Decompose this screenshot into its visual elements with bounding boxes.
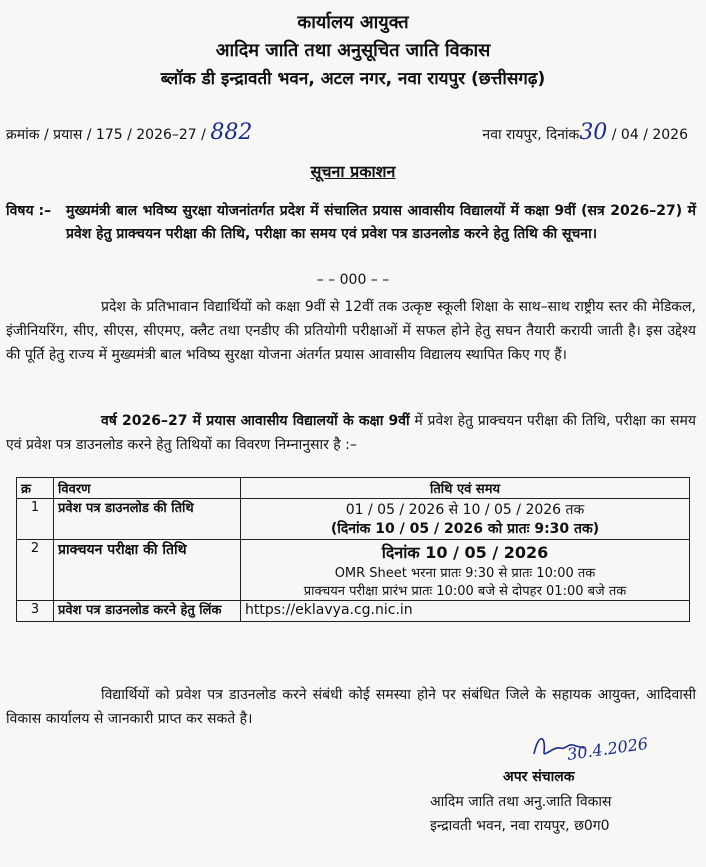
row-date-cell (241, 499, 690, 540)
separator: – – 000 – – (316, 272, 390, 288)
table-row (17, 601, 690, 622)
office-address: ब्लॉक डी इन्द्रावती भवन, अटल नगर, नवा रायपुर (छत्तीसगढ़) (160, 69, 546, 89)
schedule-table (16, 477, 690, 622)
paragraph-help: विद्यार्थियों को प्रवेश पत्र डाउनलोड करने संबंधी कोई समस्या होने पर संबंधित जिले के सहायक आयुक्त, आदिवासी विकास कार्यालय से जानकारी प्राप्त कर सकते है। (6, 687, 696, 727)
header-date-time: तिथि एवं समय (241, 478, 690, 499)
table-row (17, 540, 690, 601)
reference-prefix: क्रमांक / प्रयास / 175 / 2026–27 / (6, 127, 206, 143)
handwritten-reference: 882 (210, 120, 253, 145)
paragraph-schedule-bold: वर्ष 2026–27 में प्रयास आवासीय विद्यालयों के कक्षा 9वीं (101, 413, 410, 429)
date-prefix: नवा रायपुर, दिनांक (482, 127, 580, 143)
reference-number (6, 120, 252, 145)
exam-date: दिनांक 10 / 05 / 2026 (381, 543, 549, 562)
handwritten-day: 30 (579, 120, 608, 145)
omr-timing: OMR Sheet भरना प्रातः 9:30 से प्रातः 10:00 तक (334, 566, 596, 581)
header-serial: क्र (17, 478, 54, 499)
row-serial: 3 (17, 601, 54, 622)
admit-card-dates: 01 / 05 / 2026 से 10 / 05 / 2026 तक (345, 502, 585, 518)
row-description: प्राक्चयन परीक्षा की तिथि (54, 540, 241, 601)
paragraph-schedule-rest: में प्रवेश हेतु प्राक्चयन परीक्षा की तिथि, परीक्षा का समय एवं प्रवेश पत्र डाउनलोड करने हेतु तिथियों का विवरण निम्नानुसार है :– (6, 413, 696, 453)
row-description: प्रवेश पत्र डाउनलोड करने हेतु लिंक (54, 601, 241, 622)
header-description: विवरण (54, 478, 241, 499)
row-serial: 2 (17, 540, 54, 601)
row-serial: 1 (17, 499, 54, 540)
signatory-title: अपर संचालक (503, 769, 575, 785)
signature-date: 30.4.2026 (565, 733, 650, 764)
date-suffix: / 04 / 2026 (611, 127, 688, 143)
paragraph-schedule-intro (6, 409, 696, 457)
admit-card-deadline: (दिनांक 10 / 05 / 2026 को प्रातः 9:30 तक) (330, 521, 600, 537)
row-description: प्रवेश पत्र डाउनलोड की तिथि (54, 499, 241, 540)
exam-timing: प्राक्चयन परीक्षा प्रारंभ प्रातः 10:00 बजे से दोपहर 01:00 बजे तक (303, 584, 627, 599)
table-row (17, 499, 690, 540)
subject-block (6, 200, 696, 246)
paragraph-intro: प्रदेश के प्रतिभावान विद्यार्थियों को कक्षा 9वीं से 12वीं तक उत्कृष्ट स्कूली शिक्षा के साथ–साथ राष्ट्रीय स्तर की मेडिकल, इंजीनियरिंग, सीए, सीएस, सीएमए, क्लैट तथा एनडीए की प्रतियोगी परीक्षाओं में सफल होने हेतु सघन तैयारी करायी जाती है। इस उद्देश्य की पूर्ति हेतु राज्य में मुख्यमंत्री बाल भविष्य सुरक्षा योजना अंतर्गत प्रयास आवासीय विद्यालय स्थापित किए गए हैं। (6, 299, 696, 363)
table-header-row (17, 478, 690, 499)
subject-label: विषय :– (6, 203, 52, 219)
notice-title: सूचना प्रकाशन (310, 162, 396, 181)
row-link-cell (241, 601, 690, 622)
row-date-cell (241, 540, 690, 601)
signature-scribble (524, 726, 674, 766)
department-name: आदिम जाति तथा अनुसूचित जाति विकास (215, 40, 491, 61)
admit-card-link[interactable]: https://eklavya.cg.nic.in (245, 602, 413, 618)
signatory-address: इन्द्रावती भवन, नवा रायपुर, छ0ग0 (430, 818, 610, 834)
subject-text: मुख्यमंत्री बाल भविष्य सुरक्षा योजनांतर्गत प्रदेश में संचालित प्रयास आवासीय विद्यालयों में कक्षा 9वीं (सत्र 2026–27) में प्रवेश हेतु प्राक्चयन परीक्षा की तिथि, परीक्षा का समय एवं प्रवेश पत्र डाउनलोड करने हेतु तिथि की सूचना। (66, 203, 696, 242)
signatory-department: आदिम जाति तथा अनु.जाति विकास (430, 794, 612, 810)
issue-date (482, 120, 688, 145)
office-name: कार्यालय आयुक्त (297, 12, 409, 33)
